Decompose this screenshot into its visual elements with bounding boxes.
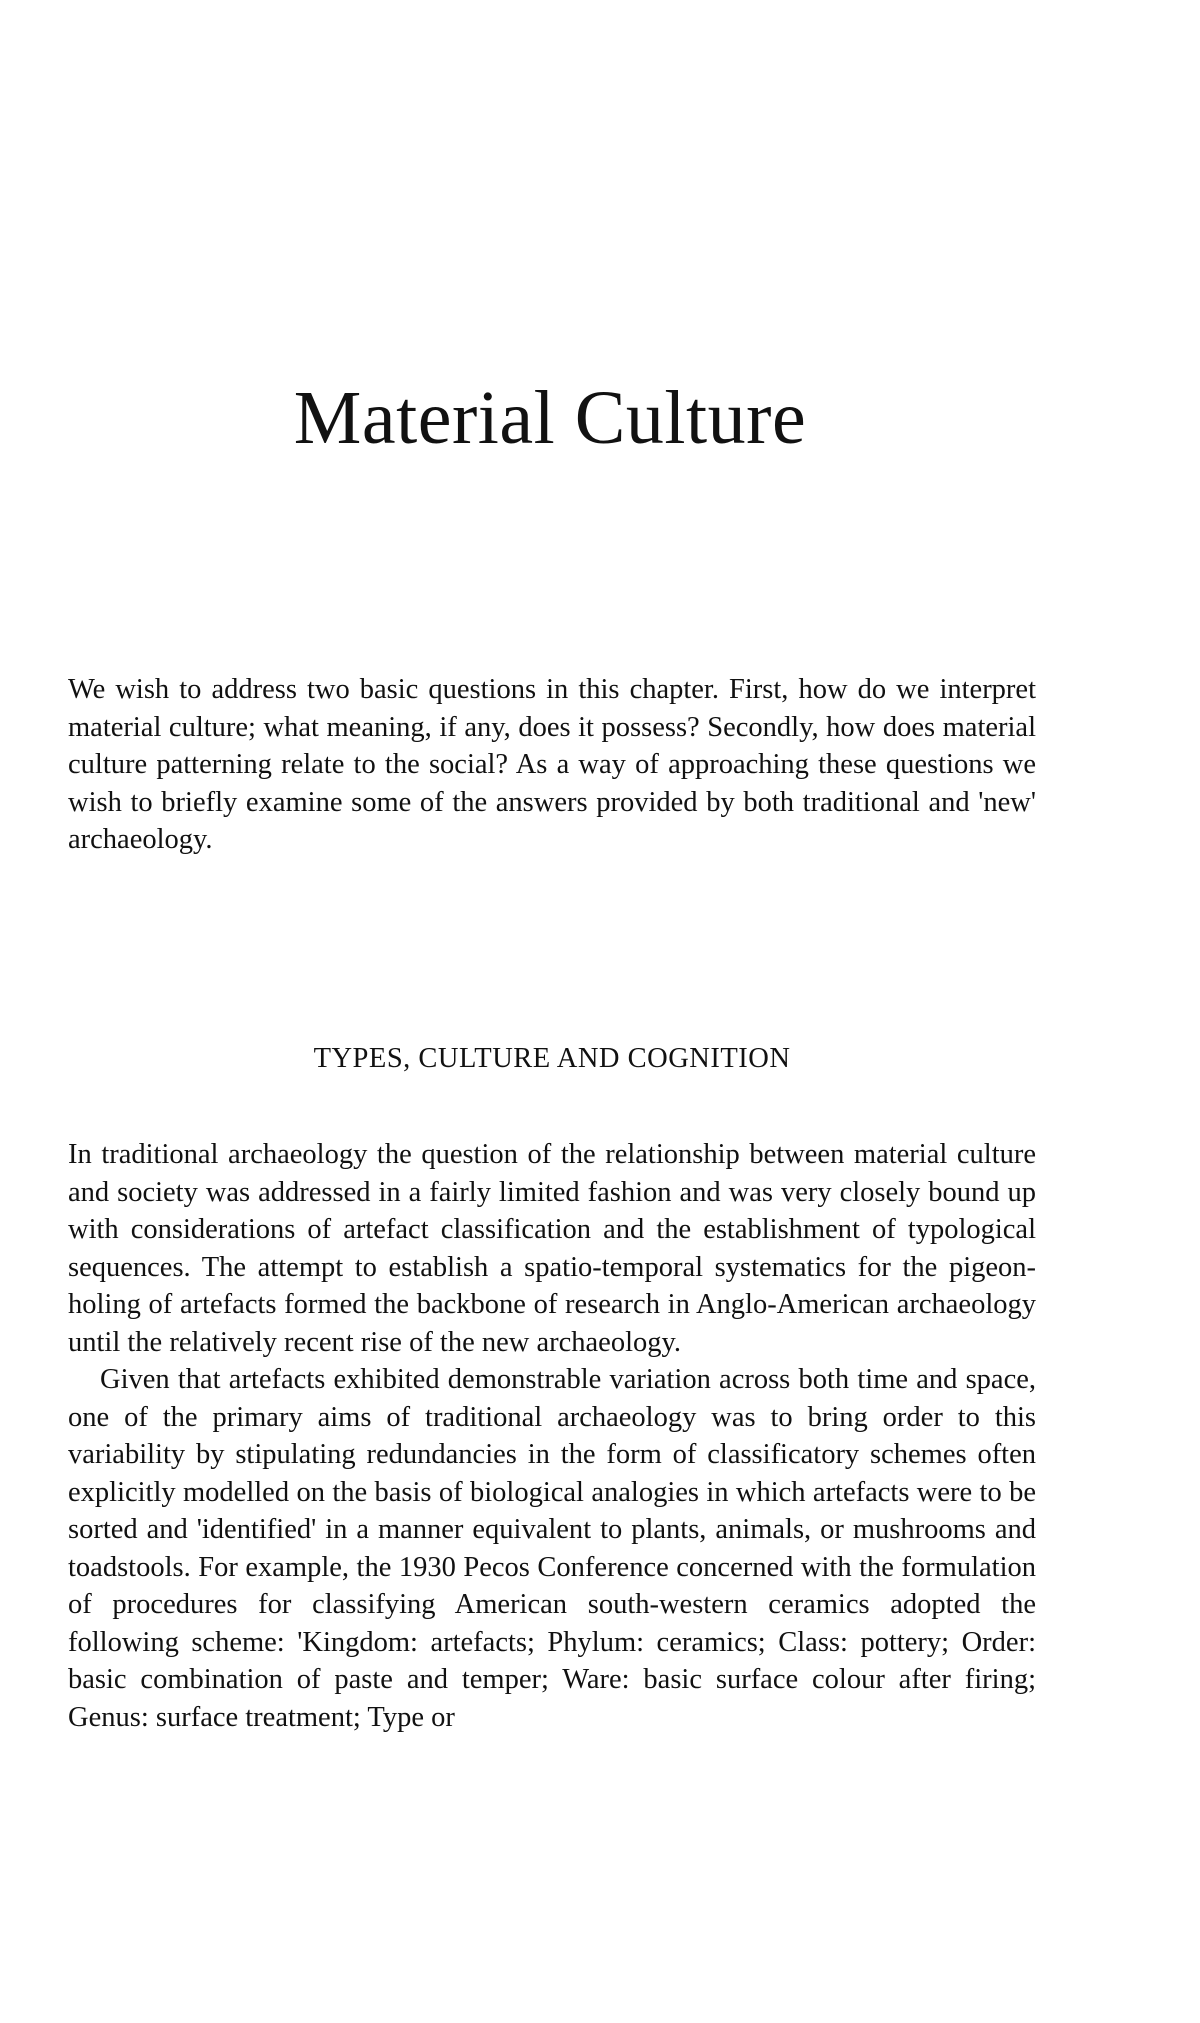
body-paragraph: Given that artefacts exhibited demonstrable variation across both time and space, one of the primary aims of traditional archaeology was to bring order to this variability by stipulating redundancies in the form of classificatory schemes often explicitly modelled on the basis of biological analogies in which artefacts were to be sorted and 'identified' in a manner equivalent to plants, animals, or mushrooms and toadstools. For example, the 1930 Pecos Conference concerned with the formulation of procedures for classifying American south-western ceramics adopted the following scheme: 'Kingdom: artefacts; Phylum: ceramics; Class: pottery; Order: basic combination of paste and temper; Ware: basic surface colour after firing; Genus: surface treatment; Type or [68,1364,1036,1733]
intro-paragraph: We wish to address two basic questions in this chapter. First, how do we interpret material culture; what meaning, if any, does it possess? Secondly, how does material culture patterning relate to the social? As a way of approaching these questions we wish to briefly examine some of the answers provided by both traditional and 'new' archaeology. [68,674,1036,855]
chapter-title: Material Culture [293,376,807,460]
body-paragraph: In traditional archaeology the question of the relationship between material culture and society was addressed in a fairly limited fashion and was very closely bound up with considerations of artefact classification and the establishment of typological sequences. The attempt to establish a spatio-temporal systematics for the pigeon-holing of artefacts formed the backbone of research in Anglo-American archaeology until the relatively recent rise of the new archaeology. [68,1139,1036,1358]
section-body [68,1136,1036,1736]
section-heading: TYPES, CULTURE AND COGNITION [313,1043,791,1074]
